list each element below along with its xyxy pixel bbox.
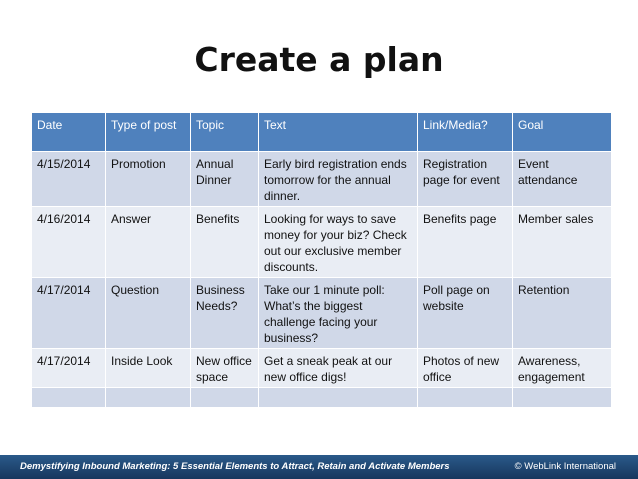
cell-link-media: Photos of new office — [418, 349, 512, 387]
cell-link-media: Benefits page — [418, 207, 512, 277]
cell-type: Answer — [106, 207, 190, 277]
cell-text — [259, 388, 417, 407]
cell-topic: Benefits — [191, 207, 258, 277]
footer-bar — [0, 455, 638, 479]
table-row — [32, 278, 611, 348]
header-date: Date — [32, 113, 105, 151]
cell-topic: Business Needs? — [191, 278, 258, 348]
cell-text: Early bird registration ends tomorrow for the annual dinner. — [259, 152, 417, 206]
empty-table-row — [32, 388, 611, 407]
table-row — [32, 207, 611, 277]
cell-date: 4/16/2014 — [32, 207, 105, 277]
cell-date — [32, 388, 105, 407]
table-row — [32, 152, 611, 206]
cell-topic: Annual Dinner — [191, 152, 258, 206]
cell-type — [106, 388, 190, 407]
header-text: Text — [259, 113, 417, 151]
header-goal: Goal — [513, 113, 611, 151]
cell-topic — [191, 388, 258, 407]
cell-link-media — [418, 388, 512, 407]
cell-text: Get a sneak peak at our new office digs! — [259, 349, 417, 387]
cell-goal: Member sales — [513, 207, 611, 277]
cell-type: Question — [106, 278, 190, 348]
cell-goal: Event attendance — [513, 152, 611, 206]
header-type-of-post: Type of post — [106, 113, 190, 151]
footer-presentation-title: Demystifying Inbound Marketing: 5 Essential Elements to Attract, Retain and Activate Members — [20, 461, 450, 472]
cell-link-media: Registration page for event — [418, 152, 512, 206]
cell-goal: Awareness, engagement — [513, 349, 611, 387]
cell-link-media: Poll page on website — [418, 278, 512, 348]
table-header-row — [32, 113, 611, 151]
table-row — [32, 349, 611, 387]
cell-text: Looking for ways to save money for your biz? Check out our exclusive member discounts. — [259, 207, 417, 277]
content-plan-table — [31, 112, 612, 408]
cell-type: Inside Look — [106, 349, 190, 387]
header-topic: Topic — [191, 113, 258, 151]
cell-date: 4/17/2014 — [32, 278, 105, 348]
cell-type: Promotion — [106, 152, 190, 206]
slide-title: Create a plan — [194, 40, 444, 79]
header-link-media: Link/Media? — [418, 113, 512, 151]
footer-copyright: © WebLink International — [514, 461, 616, 472]
cell-text: Take our 1 minute poll: What’s the biggest challenge facing your business? — [259, 278, 417, 348]
cell-topic: New office space — [191, 349, 258, 387]
cell-goal: Retention — [513, 278, 611, 348]
cell-date: 4/15/2014 — [32, 152, 105, 206]
cell-goal — [513, 388, 611, 407]
cell-date: 4/17/2014 — [32, 349, 105, 387]
